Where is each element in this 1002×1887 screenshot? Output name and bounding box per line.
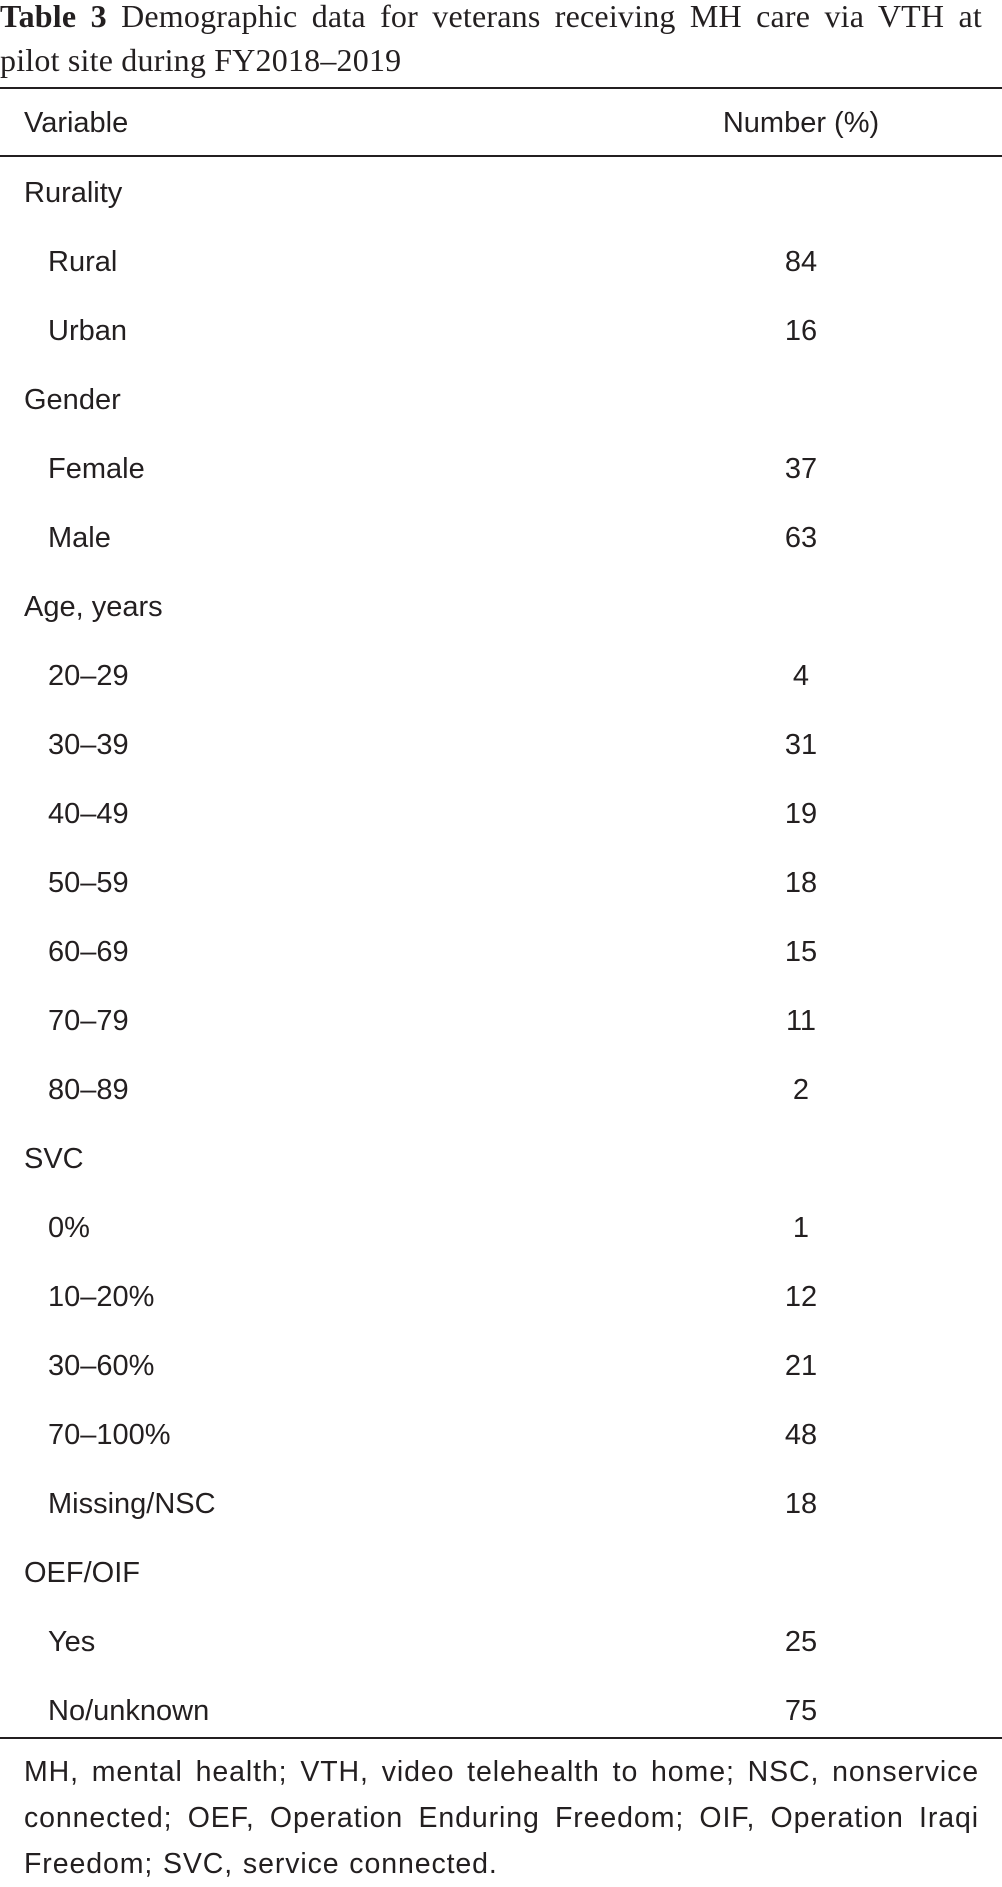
row-value: 63 xyxy=(784,522,818,554)
group-label: OEF/OIF xyxy=(24,1557,140,1589)
row-value: 18 xyxy=(784,1488,818,1520)
row-label: Missing/NSC xyxy=(48,1488,216,1520)
row-label: 40–49 xyxy=(48,798,129,830)
row-value: 1 xyxy=(792,1212,810,1244)
row-value: 25 xyxy=(784,1626,818,1658)
row-value: 21 xyxy=(784,1350,818,1382)
row-label: Urban xyxy=(48,315,127,347)
table-group-row xyxy=(0,589,1002,658)
row-label: 10–20% xyxy=(48,1281,155,1313)
table-row xyxy=(0,520,1002,589)
group-label: Age, years xyxy=(24,591,163,623)
row-value: 11 xyxy=(785,1005,817,1037)
group-label: Gender xyxy=(24,384,121,416)
row-label: No/unknown xyxy=(48,1695,210,1727)
table-row xyxy=(0,451,1002,520)
table-row xyxy=(0,1279,1002,1348)
row-value: 4 xyxy=(792,660,810,692)
table-caption xyxy=(0,0,982,82)
table-caption-label: Table 3 xyxy=(0,0,107,34)
row-label: 20–29 xyxy=(48,660,129,692)
column-header-number: Number (%) xyxy=(722,107,880,139)
table-group-row xyxy=(0,1141,1002,1210)
column-header-variable: Variable xyxy=(24,107,129,139)
row-label: Male xyxy=(48,522,111,554)
table-row xyxy=(0,796,1002,865)
table-row xyxy=(0,934,1002,1003)
table-row xyxy=(0,727,1002,796)
row-label: 0% xyxy=(48,1212,90,1244)
table-row xyxy=(0,313,1002,382)
table-row xyxy=(0,658,1002,727)
row-label: Female xyxy=(48,453,145,485)
table-row xyxy=(0,244,1002,313)
row-label: 70–100% xyxy=(48,1419,171,1451)
row-label: 70–79 xyxy=(48,1005,129,1037)
table-row xyxy=(0,1072,1002,1141)
group-label: Rurality xyxy=(24,177,123,209)
table-caption-text: Demographic data for veterans receiving MH care via VTH at pilot site during FY2018–2019 xyxy=(0,0,982,78)
table-header-rule xyxy=(0,155,1002,157)
row-value: 18 xyxy=(784,867,818,899)
row-value: 15 xyxy=(784,936,818,968)
table-group-row xyxy=(0,175,1002,244)
table-bottom-rule xyxy=(0,1737,1002,1739)
table-row xyxy=(0,1210,1002,1279)
table-row xyxy=(0,1348,1002,1417)
row-label: 60–69 xyxy=(48,936,129,968)
row-value: 31 xyxy=(784,729,818,761)
row-label: Rural xyxy=(48,246,118,278)
row-value: 84 xyxy=(784,246,818,278)
row-label: 30–39 xyxy=(48,729,129,761)
row-value: 2 xyxy=(792,1074,810,1106)
table-top-rule xyxy=(0,87,1002,89)
row-value: 37 xyxy=(784,453,818,485)
row-label: 50–59 xyxy=(48,867,129,899)
row-value: 19 xyxy=(784,798,818,830)
row-value: 75 xyxy=(784,1695,818,1727)
row-value: 16 xyxy=(784,315,818,347)
table-group-row xyxy=(0,1555,1002,1624)
table-row xyxy=(0,1003,1002,1072)
table-body xyxy=(0,175,1002,1762)
table-row xyxy=(0,1624,1002,1693)
table-footnote: MH, mental health; VTH, video telehealth to home; NSC, nonservice connected; OEF, Operation Enduring Freedom; OIF, Operation Iraqi Freedom; SVC, service connected. xyxy=(24,1756,979,1880)
table-group-row xyxy=(0,382,1002,451)
table-row xyxy=(0,1417,1002,1486)
row-value: 48 xyxy=(784,1419,818,1451)
table-row xyxy=(0,865,1002,934)
group-label: SVC xyxy=(24,1143,84,1175)
row-value: 12 xyxy=(784,1281,818,1313)
row-label: 30–60% xyxy=(48,1350,155,1382)
row-label: 80–89 xyxy=(48,1074,129,1106)
table-row xyxy=(0,1486,1002,1555)
row-label: Yes xyxy=(48,1626,96,1658)
